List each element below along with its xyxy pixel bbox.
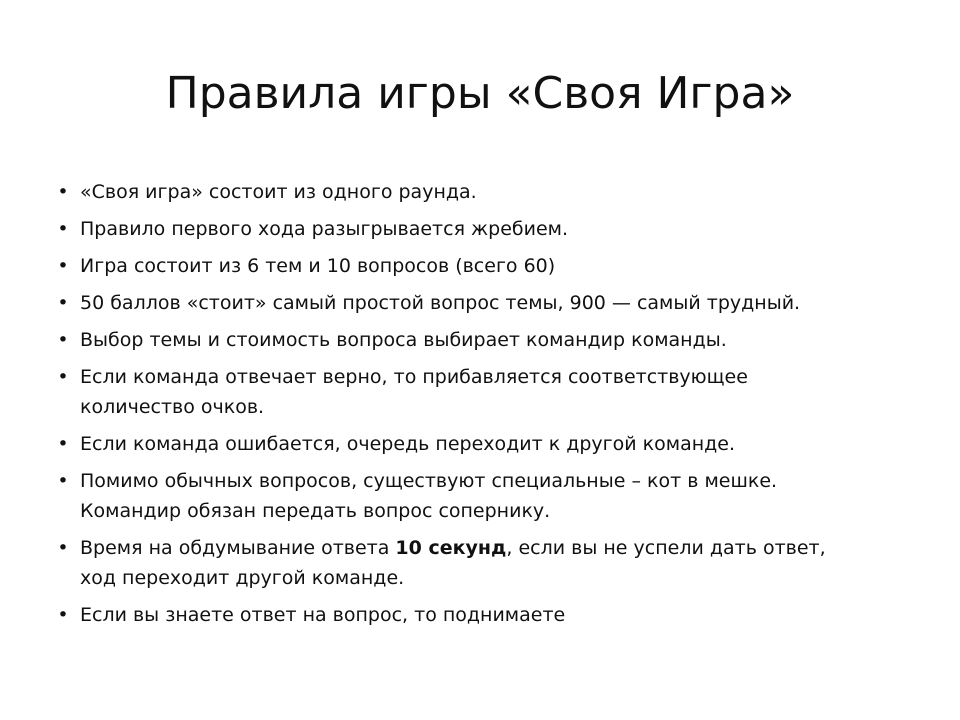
list-item-text: Правило первого хода разыгрывается жребием. [80,218,569,240]
bold-highlight: 10 секунд [395,537,507,559]
list-item-text-continued: Командир обязан передать вопрос сопернику. [80,500,551,522]
bullet-icon: • [57,470,69,492]
bullet-icon: • [57,181,69,203]
list-item [56,288,916,318]
list-item-text: «Своя игра» состоит из одного раунда. [80,181,477,203]
list-item-text: Если команда ошибается, очередь переходит к другой команде. [80,433,736,455]
list-item-text: Если команда отвечает верно, то прибавляется соответствующее [80,366,748,388]
bullet-icon: • [57,218,69,240]
bullet-icon: • [57,537,69,559]
list-item [56,177,916,207]
list-item-text-continued: количество очков. [80,396,265,418]
list-item-text-after: , если вы не успели дать ответ, [506,537,826,559]
list-item-text: 50 баллов «стоит» самый простой вопрос темы, 900 — самый трудный. [80,292,801,314]
bullet-icon: • [57,329,69,351]
list-item-text: Выбор темы и стоимость вопроса выбирает командир команды. [80,329,727,351]
list-item [56,251,916,281]
bullet-icon: • [57,604,69,626]
list-item-text: Время на обдумывание ответа [80,537,396,559]
list-item [56,600,916,630]
list-item-text: Помимо обычных вопросов, существуют специальные – кот в мешке. [80,470,778,492]
list-item [56,362,916,422]
bullet-icon: • [57,366,69,388]
list-item [56,325,916,355]
list-item [56,429,916,459]
list-item [56,214,916,244]
rules-list [56,177,916,637]
bullet-icon: • [57,292,69,314]
list-item-text: Игра состоит из 6 тем и 10 вопросов (всего 60) [80,255,556,277]
list-item-text-continued: ход переходит другой команде. [80,567,405,589]
bullet-icon: • [57,433,69,455]
slide-title: Правила игры «Своя Игра» [165,68,795,119]
list-item-text: Если вы знаете ответ на вопрос, то поднимаете [80,604,566,626]
list-item [56,466,916,526]
list-item [56,533,916,593]
bullet-icon: • [57,255,69,277]
